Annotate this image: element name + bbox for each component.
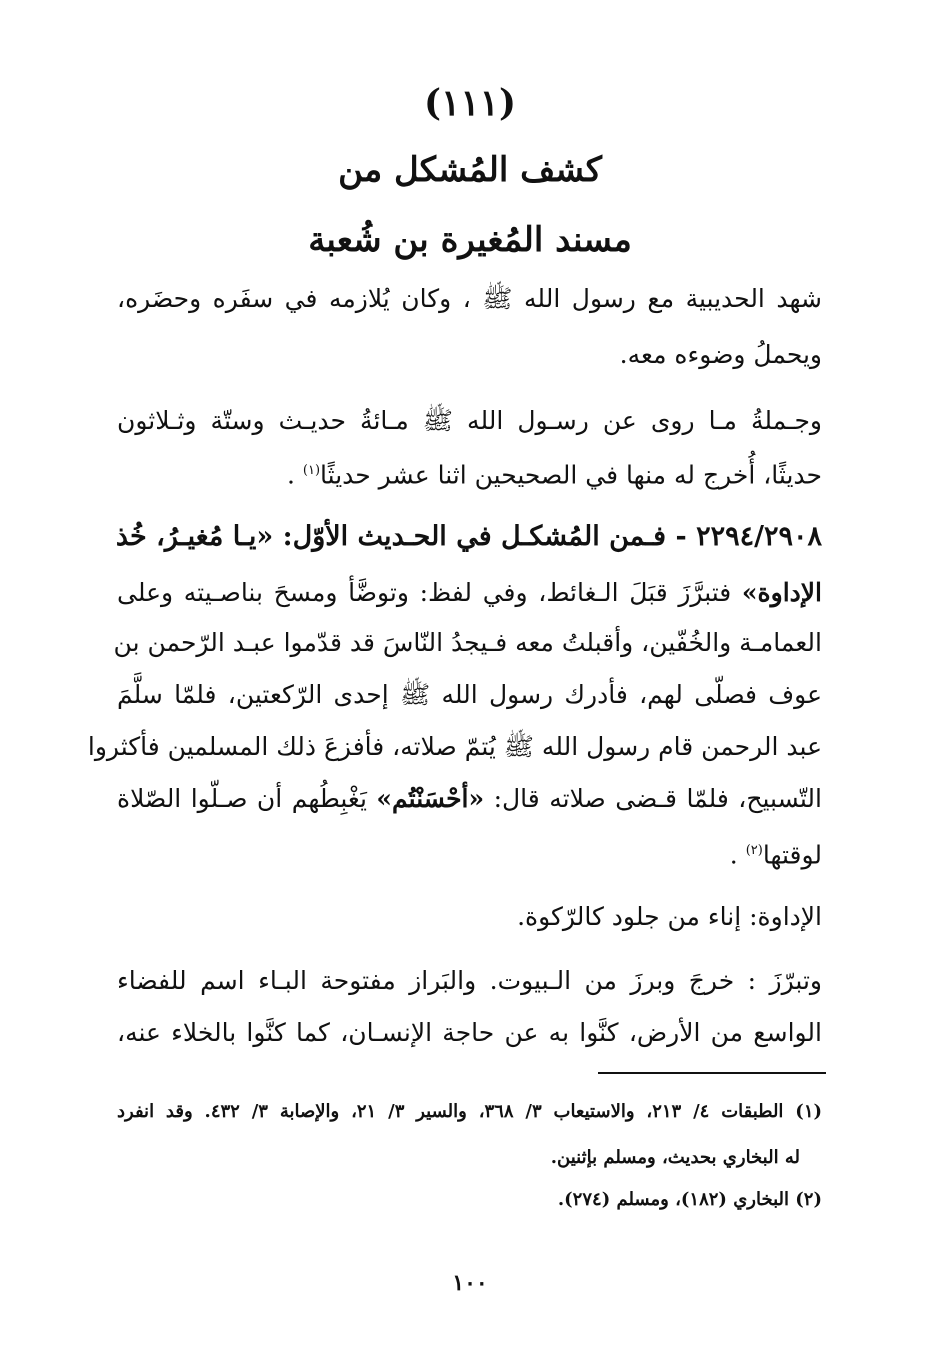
footnote-marker-2: (٢) <box>745 843 763 858</box>
footnote-1-line2: له البخاري بحديث، ومسلم بإثنين. <box>550 1147 800 1168</box>
intro-p2-line2 <box>117 456 822 490</box>
hadith-line6-end: . <box>729 840 746 870</box>
glossary-tabarraz-line2: الواسع من الأرض، كنَّوا به عن حاجة الإنسـان، كما كنَّوا بالخلاء عنه، <box>117 1018 822 1047</box>
footnote-2: (٢) البخاري (١٨٢)، ومسلم (٢٧٤). <box>557 1189 822 1210</box>
hadith-line1-rest: فتبرَّزَ قبَلَ الـغائط، وفي لفظ: وتوضَّأ ومسحَ بناصـيته وعلى <box>117 578 742 607</box>
hadith-line6-text: لوقتها <box>762 840 822 870</box>
glossary-idawa: الإداوة: إناء من جلود كالرّكوة. <box>517 902 822 931</box>
hadith-line5-end: يَغْبِطُهم أن صـلّوا الصّلاة <box>117 784 377 813</box>
hadith-quote-end: الإداوة» <box>741 578 822 607</box>
footnote-marker-1: (١) <box>302 463 321 478</box>
intro-p2-end: . <box>286 460 303 490</box>
footnote-separator <box>598 1072 826 1074</box>
intro-p2-line1: وجـملةُ مـا روى عن رسـول الله ﷺ مـائةُ حديـث وستّة وثـلاثون <box>117 406 822 435</box>
chapter-number: (١١١) <box>423 82 517 124</box>
hadith-line5-start: التّسبيح، فلمّا قـضى صلاته قال: <box>484 784 822 813</box>
footnote-1-line1: (١) الطبقات ٤/ ٢١٣، والاستيعاب ٣/ ٣٦٨، والسير ٣/ ٢١، والإصابة ٣/ ٤٣٢. وقد انفرد <box>117 1101 823 1122</box>
hadith-line1 <box>117 578 822 608</box>
hadith-ahsantum: «أحْسَنْتُم» <box>376 784 485 813</box>
chapter-title-line1: كشف المُشكل من <box>338 150 602 190</box>
hadith-heading: ٢٢٩٤/٢٩٠٨ - فـمن المُشكـل في الحـديث الأوّل: «يـا مُغيـرُ، خُذ <box>115 521 822 552</box>
page-number: ١٠٠ <box>452 1270 488 1296</box>
intro-p1-line1: شهد الحديبية مع رسول الله ﷺ ، وكان يُلازمه في سفَره وحضَره، <box>117 284 822 313</box>
hadith-line5 <box>117 784 822 814</box>
hadith-line6 <box>117 836 822 870</box>
glossary-tabarraz-line1: وتبرّزَ : خرجَ وبرزَ من الـبيوت. والبَراز مفتوحة البـاء اسم للفضاء <box>117 966 822 995</box>
intro-p1-line2: ويحملُ وضوءه معه. <box>619 340 822 369</box>
hadith-line2: العمامـة والخُفّين، وأقبلتُ معه فـيجدُ النّاسَ قد قدّموا عبـد الرّحمن بن <box>113 628 822 657</box>
hadith-line3: عوف فصلّى لهم، فأدرك رسول الله ﷺ إحدى الرّكعتين، فلمّا سلَّمَ <box>117 680 822 709</box>
intro-p2-text: حديثًا، أُخرج له منها في الصحيحين اثنا عشر حديثًا <box>320 460 822 490</box>
chapter-title-line2: مسند المُغيرة بن شُعبة <box>308 220 632 260</box>
hadith-line4: عبد الرحمن قام رسول الله ﷺ يُتمّ صلاته، فأفزعَ ذلك المسلمين فأكثروا <box>87 732 822 761</box>
